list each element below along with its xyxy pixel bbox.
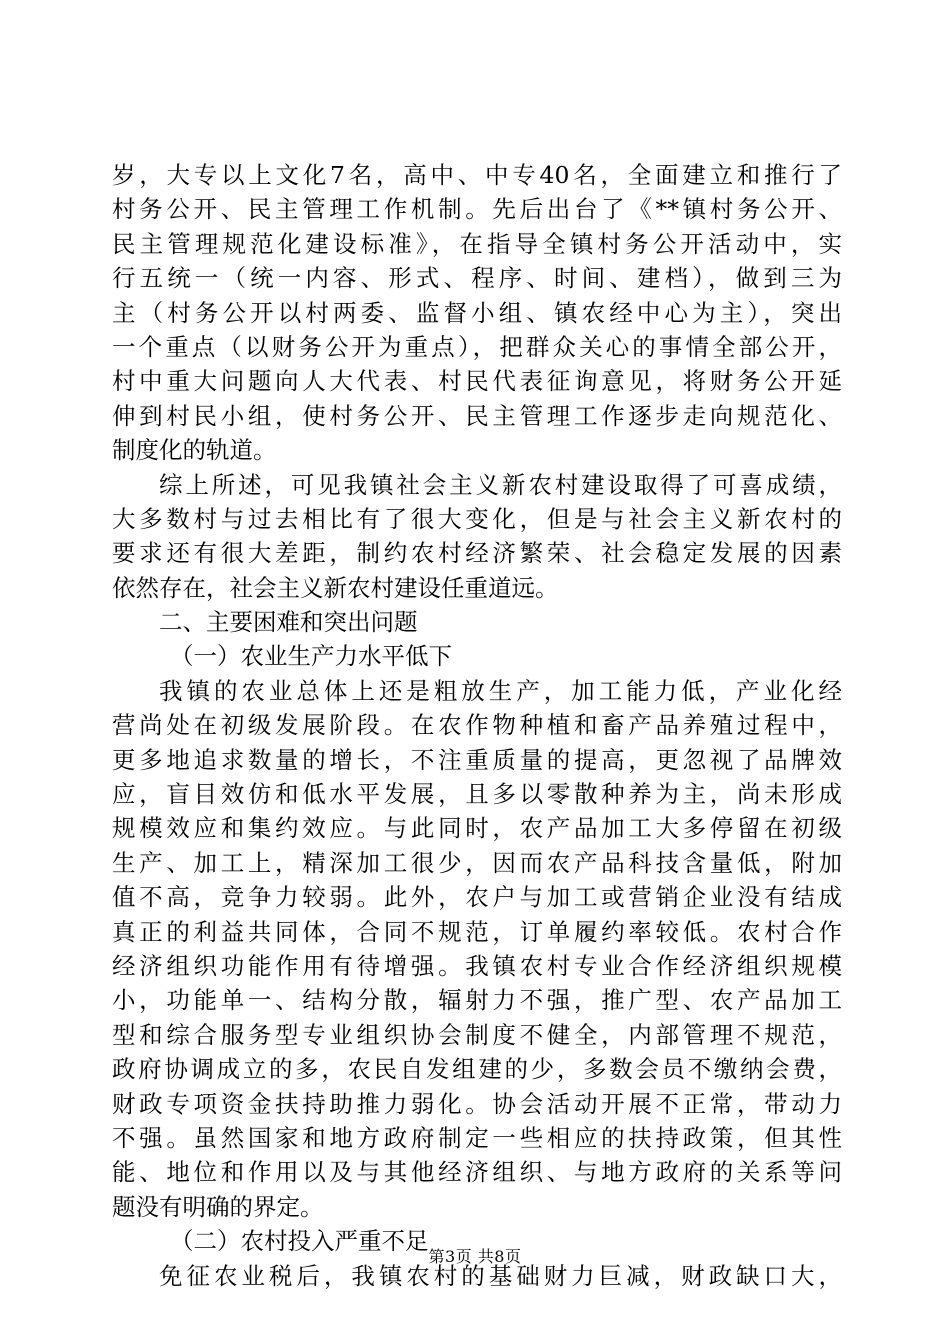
text-line: 行五统一（统一内容、形式、程序、时间、建档），做到三为 (112, 264, 842, 293)
text-line: 大多数村与过去相比有了很大变化，但是与社会主义新农村的 (112, 504, 842, 533)
text-line: 政府协调成立的多，农民自发组建的少，多数会员不缴纳会费， (112, 1055, 842, 1084)
text-line: 财政专项资金扶持助推力弱化。协会活动开展不正常，带动力 (112, 1089, 842, 1118)
text-line: 依然存在，社会主义新农村建设任重道远。 (112, 573, 559, 602)
text-line: 生产、加工上，精深加工很少，因而农产品科技含量低，附加 (112, 848, 842, 877)
subsection-heading: （一）农业生产力水平低下 (170, 642, 452, 671)
text-line: 值不高，竞争力较弱。此外，农户与加工或营销企业没有结成 (112, 883, 842, 912)
text-line: 伸到村民小组，使村务公开、民主管理工作逐步走向规范化、 (112, 401, 842, 430)
text-line: 型和综合服务型专业组织协会制度不健全，内部管理不规范， (112, 1020, 842, 1049)
paragraph-first-line: 免征农业税后，我镇农村的基础财力巨减，财政缺口大， (159, 1261, 842, 1290)
text-line: 题没有明确的界定。 (112, 1192, 324, 1221)
text-line: 营尚处在初级发展阶段。在农作物种植和畜产品养殖过程中， (112, 711, 842, 740)
paragraph-first-line: 综上所述，可见我镇社会主义新农村建设取得了可喜成绩， (159, 470, 842, 499)
text-line: 制度化的轨道。 (112, 436, 277, 465)
subsection-heading: （二）农村投入严重不足 (170, 1227, 429, 1256)
text-line: 真正的利益共同体，合同不规范，订单履约率较低。农村合作 (112, 917, 842, 946)
text-line: 要求还有很大差距，制约农村经济繁荣、社会稳定发展的因素 (112, 539, 842, 568)
text-line: 更多地追求数量的增长，不注重质量的提高，更忽视了品牌效 (112, 745, 842, 774)
page-number-footer: 第3页 共8页 (428, 1247, 522, 1266)
text-line: 应，盲目效仿和低水平发展，且多以零散种养为主，尚未形成 (112, 780, 842, 809)
text-line: 经济组织功能作用有待增强。我镇农村专业合作经济组织规模 (112, 951, 842, 980)
document-body (112, 158, 842, 1293)
text-line: 村中重大问题向人大代表、村民代表征询意见，将财务公开延 (112, 367, 842, 396)
text-line: 民主管理规范化建设标准》，在指导全镇村务公开活动中，实 (112, 229, 842, 258)
text-line: 岁，大专以上文化7名，高中、中专40名，全面建立和推行了 (112, 161, 842, 189)
text-line: 主（村务公开以村两委、监督小组、镇农经中心为主），突出 (112, 298, 842, 327)
text-line: 小，功能单一、结构分散，辐射力不强，推广型、农产品加工 (112, 986, 842, 1015)
text-line: 能、地位和作用以及与其他经济组织、与地方政府的关系等问 (112, 1158, 842, 1187)
text-line: 规模效应和集约效应。与此同时，农产品加工大多停留在初级 (112, 814, 842, 843)
section-heading: 二、主要困难和突出问题 (159, 608, 418, 637)
text-line: 一个重点（以财务公开为重点），把群众关心的事情全部公开， (112, 332, 842, 361)
text-line: 村务公开、民主管理工作机制。先后出台了《**镇村务公开、 (112, 195, 842, 224)
paragraph-first-line: 我镇的农业总体上还是粗放生产，加工能力低，产业化经 (159, 676, 842, 705)
text-line: 不强。虽然国家和地方政府制定一些相应的扶持政策，但其性 (112, 1123, 842, 1152)
